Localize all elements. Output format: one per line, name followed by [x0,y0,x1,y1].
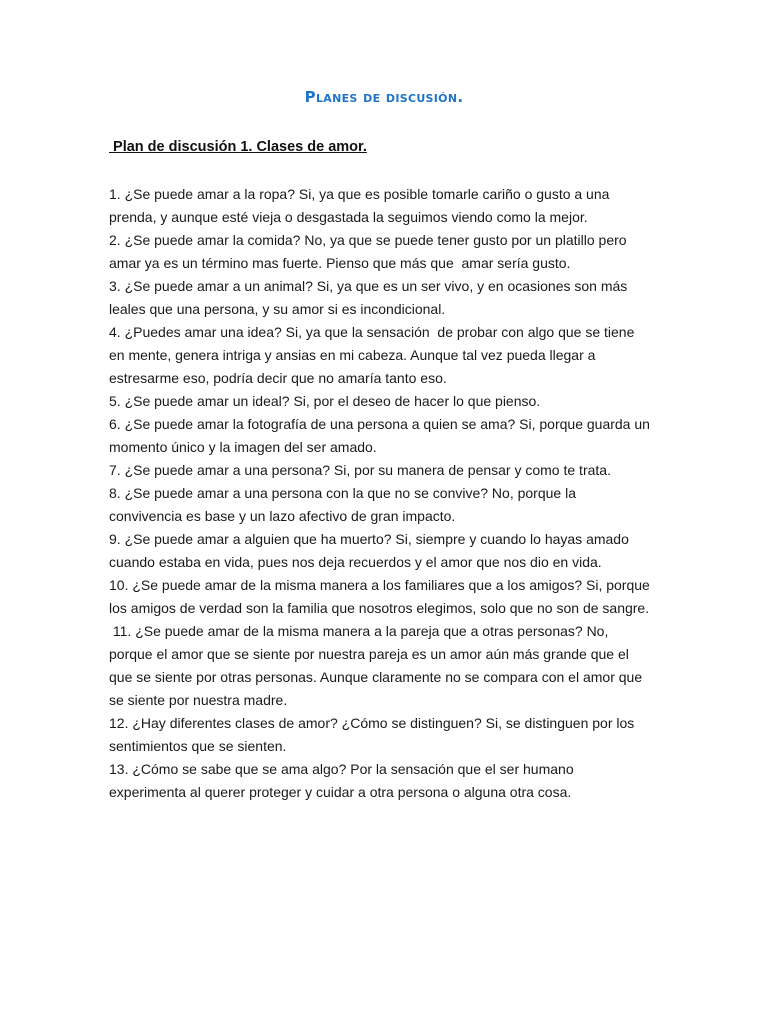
text-line: 10. ¿Se puede amar de la misma manera a los familiares que a los amigos? Si, porque [109,577,650,593]
text-line: 6. ¿Se puede amar la fotografía de una persona a quien se ama? Si, porque guarda un [109,416,650,432]
section-heading: Plan de discusión 1. Clases de amor. [109,139,367,155]
text-line: experimenta al querer proteger y cuidar a otra persona o alguna otra cosa. [109,784,572,800]
text-line: leales que una persona, y su amor si es incondicional. [109,301,446,317]
text-line: 7. ¿Se puede amar a una persona? Si, por su manera de pensar y como te trata. [109,462,611,478]
text-line: que se siente por otras personas. Aunque claramente no se compara con el amor que [109,669,643,685]
text-line: sentimientos que se sienten. [109,738,287,754]
text-line: se siente por nuestra madre. [109,692,288,708]
text-line: los amigos de verdad son la familia que nosotros elegimos, solo que no son de sangre. [109,600,650,616]
text-line: 9. ¿Se puede amar a alguien que ha muerto? Si, siempre y cuando lo hayas amado [109,531,629,547]
text-line: porque el amor que se siente por nuestra pareja es un amor aún más grande que el [109,646,629,662]
document-title: Planes de discusión. [304,88,464,106]
text-line: 3. ¿Se puede amar a un animal? Si, ya que es un ser vivo, y en ocasiones son más [109,278,628,294]
text-line: 1. ¿Se puede amar a la ropa? Si, ya que es posible tomarle cariño o gusto a una [109,186,610,202]
text-line: amar ya es un término mas fuerte. Pienso que más que amar sería gusto. [109,255,571,271]
text-line: 4. ¿Puedes amar una idea? Si, ya que la sensación de probar con algo que se tiene [109,324,635,340]
text-line: 8. ¿Se puede amar a una persona con la que no se convive? No, porque la [109,485,576,501]
text-line: 2. ¿Se puede amar la comida? No, ya que se puede tener gusto por un platillo pero [109,232,627,248]
text-line: cuando estaba en vida, pues nos deja recuerdos y el amor que nos dio en vida. [109,554,602,570]
text-line: 13. ¿Cómo se sabe que se ama algo? Por la sensación que el ser humano [109,761,574,777]
body-text [109,183,669,804]
text-line: 11. ¿Se puede amar de la misma manera a la pareja que a otras personas? No, [109,623,609,639]
text-line: estresarme eso, podría decir que no amaría tanto eso. [109,370,447,386]
text-line: 5. ¿Se puede amar un ideal? Si, por el deseo de hacer lo que pienso. [109,393,541,409]
text-line: 12. ¿Hay diferentes clases de amor? ¿Cómo se distinguen? Si, se distinguen por los [109,715,635,731]
text-line: en mente, genera intriga y ansias en mi cabeza. Aunque tal vez pueda llegar a [109,347,596,363]
text-line: prenda, y aunque esté vieja o desgastada la seguimos viendo como la mejor. [109,209,588,225]
text-line: convivencia es base y un lazo afectivo de gran impacto. [109,508,456,524]
text-line: momento único y la imagen del ser amado. [109,439,377,455]
